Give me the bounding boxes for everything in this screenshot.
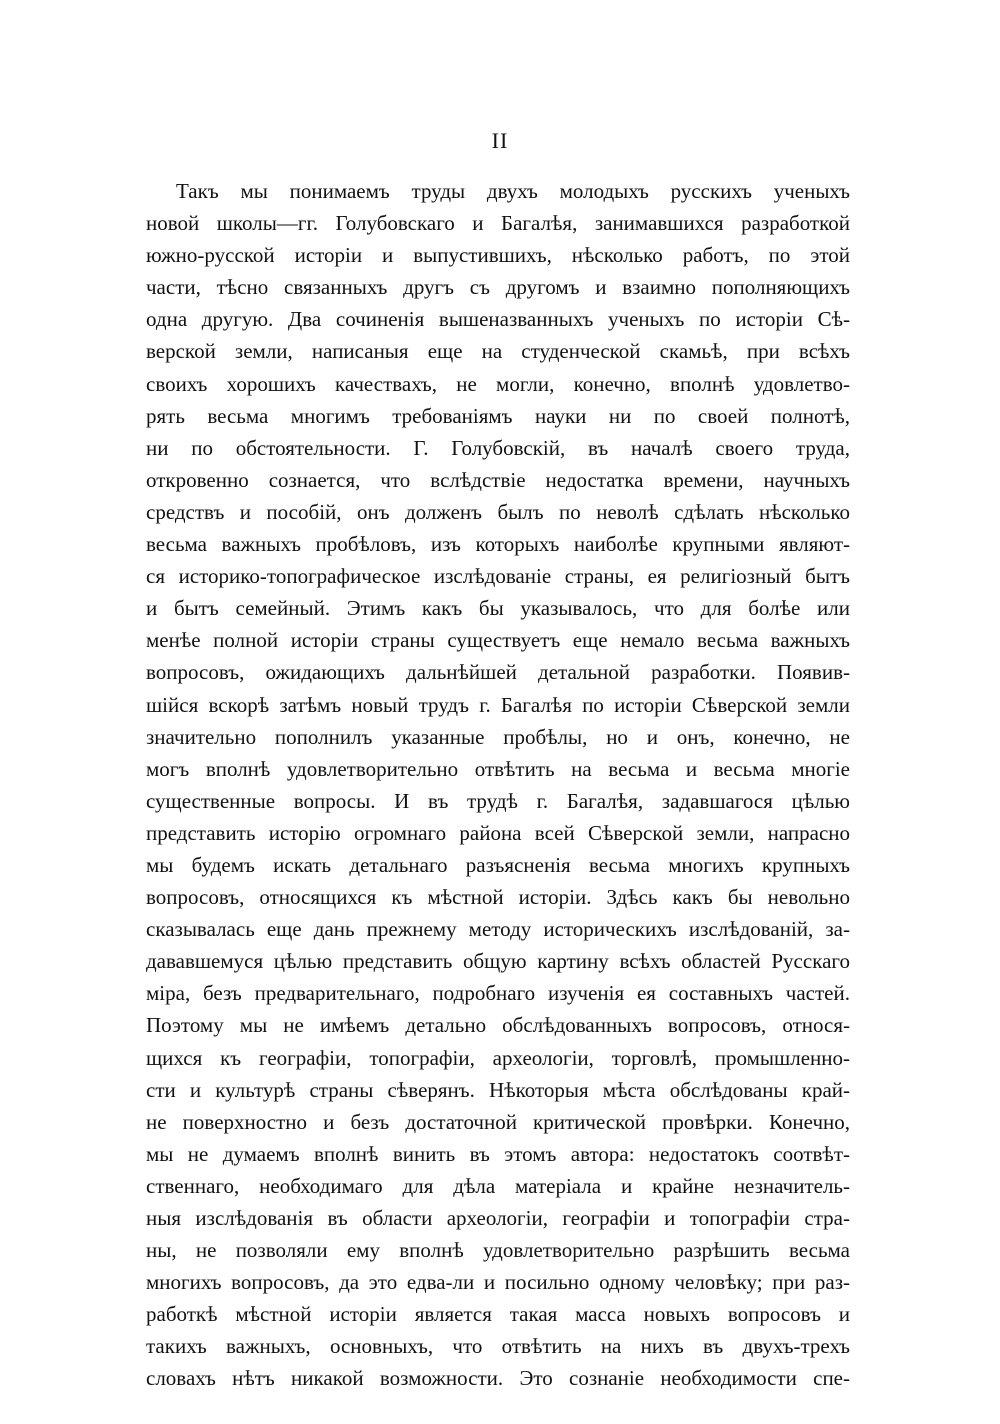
text-line: міра, безъ предварительнаго, подробнаго изученія ея составныхъ частей.	[146, 981, 850, 1006]
text-line: верской земли, написаныя еще на студенческой скамьѣ, при всѣхъ	[146, 339, 850, 364]
text-line: южно-русской исторіи и выпустившихъ, нѣсколько работъ, по этой	[146, 243, 850, 268]
text-line: одна другую. Два сочиненія вышеназванныхъ ученыхъ по исторіи Сѣ-	[146, 307, 850, 332]
text-line: сти и культурѣ страны сѣверянъ. Нѣкоторыя мѣста обслѣдованы край-	[146, 1077, 850, 1102]
text-line: не поверхностно и безъ достаточной критической провѣрки. Конечно,	[146, 1109, 850, 1134]
text-line: представить исторію огромнаго района всей Сѣверской земли, напрасно	[146, 820, 850, 845]
page-number: II	[491, 128, 509, 153]
text-line: существенные вопросы. И въ трудѣ г. Багалѣя, задавшагося цѣлью	[146, 788, 850, 813]
body-text	[146, 175, 850, 1395]
text-line: значительно пополнилъ указанные пробѣлы, но и онъ, конечно, не	[146, 724, 850, 749]
text-line: своихъ хорошихъ качествахъ, не могли, конечно, вполнѣ удовлетво-	[146, 371, 850, 396]
text-line: новой школы—гг. Голубовскаго и Багалѣя, занимавшихся разработкой	[146, 211, 850, 236]
text-line: и бытъ семейный. Этимъ какъ бы указывалось, что для болѣе или	[146, 596, 850, 621]
text-line: ся историко-топографическое изслѣдованіе страны, ея религіозный бытъ	[146, 564, 850, 589]
text-line: ственнаго, необходимаго для дѣла матеріала и крайне незначитель-	[146, 1173, 850, 1198]
text-line: рять весьма многимъ требованіямъ науки ни по своей полнотѣ,	[146, 403, 850, 428]
text-line: шійся вскорѣ затѣмъ новый трудъ г. Багалѣя по исторіи Сѣверской земли	[146, 692, 850, 717]
text-line: ныя изслѣдованія въ области археологіи, географіи и топографіи стра-	[146, 1206, 850, 1230]
text-line: щихся къ географіи, топографіи, археологіи, торговлѣ, промышленно-	[146, 1045, 850, 1070]
text-line: ни по обстоятельности. Г. Голубовскій, въ началѣ своего труда,	[146, 435, 850, 460]
text-line: вопросовъ, ожидающихъ дальнѣйшей детальной разработки. Появив-	[146, 660, 850, 685]
text-line: работкѣ мѣстной исторіи является такая масса новыхъ вопросовъ и	[146, 1302, 850, 1327]
text-line: откровенно сознается, что вслѣдствіе недостатка времени, научныхъ	[146, 467, 850, 492]
text-line: средствъ и пособій, онъ долженъ былъ по неволѣ сдѣлать нѣсколько	[146, 499, 850, 524]
text-line: весьма важныхъ пробѣловъ, изъ которыхъ наиболѣе крупными являют-	[146, 532, 850, 557]
text-line: вопросовъ, относящихся къ мѣстной исторіи. Здѣсь какъ бы невольно	[146, 885, 850, 910]
text-line: словахъ нѣтъ никакой возможности. Это сознаніе необходимости спе-	[146, 1366, 850, 1391]
text-line: могъ вполнѣ удовлетворительно отвѣтить на весьма и весьма многіе	[146, 756, 850, 781]
text-line: менѣе полной исторіи страны существуетъ еще немало весьма важныхъ	[146, 628, 850, 653]
text-line: части, тѣсно связанныхъ другъ съ другомъ и взаимно пополняющихъ	[146, 275, 850, 300]
text-line: многихъ вопросовъ, да это едва-ли и посильно одному человѣку; при раз-	[146, 1270, 850, 1295]
text-line: дававшемуся цѣлью представить общую картину всѣхъ областей Русскаго	[146, 949, 850, 974]
text-line: такихъ важныхъ, основныхъ, что отвѣтить на нихъ въ двухъ-трехъ	[146, 1334, 850, 1359]
text-line: Поэтому мы не имѣемъ детально обслѣдованныхъ вопросовъ, относя-	[146, 1013, 850, 1038]
text-line: сказывалась еще дань прежнему методу историческихъ изслѣдованій, за-	[146, 917, 850, 942]
text-line: Такъ мы понимаемъ труды двухъ молодыхъ русскихъ ученыхъ	[176, 179, 850, 203]
text-line: ны, не позволяли ему вполнѣ удовлетворительно разрѣшить весьма	[146, 1238, 850, 1263]
text-line: мы не думаемъ вполнѣ винить въ этомъ автора: недостатокъ соотвѣт-	[146, 1141, 850, 1166]
text-line: мы будемъ искать детальнаго разъясненія весьма многихъ крупныхъ	[146, 852, 850, 877]
